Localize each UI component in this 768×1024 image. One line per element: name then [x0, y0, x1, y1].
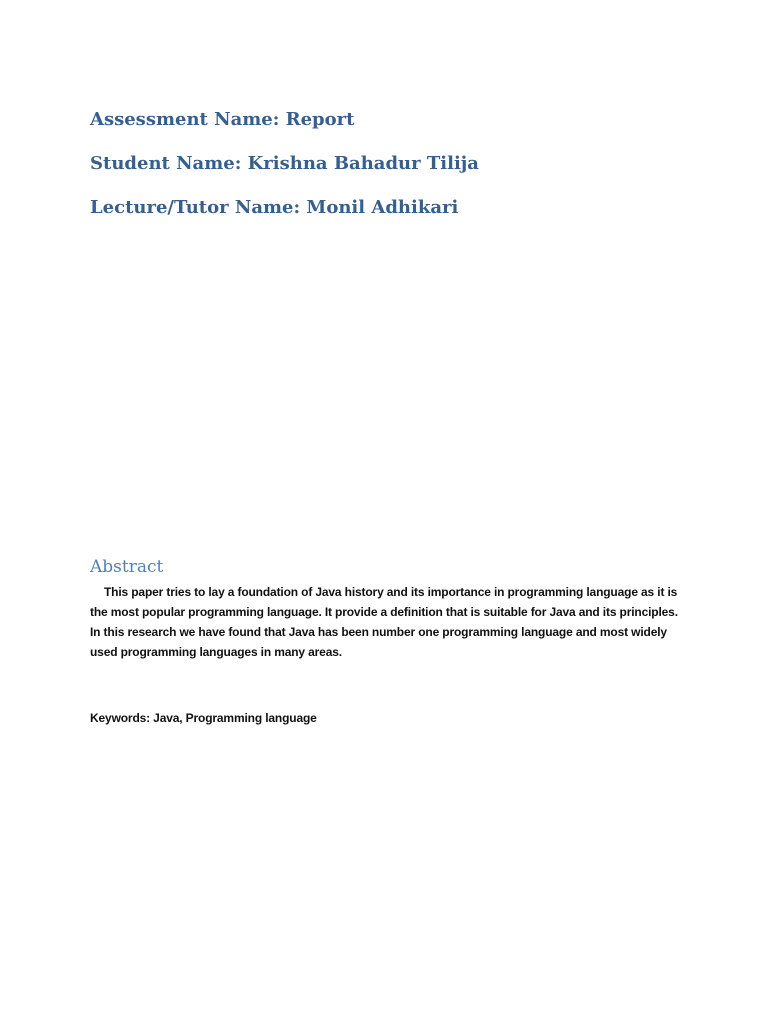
tutor-name-heading: Lecture/Tutor Name: Monil Adhikari: [90, 197, 459, 218]
keywords-line: Keywords: Java, Programming language: [90, 711, 317, 725]
abstract-paragraph: This paper tries to lay a foundation of Java history and its importance in programming language as it is the most popular programming language. It provide a definition that is suitable for Java and its principles. In this research we have found that Java has been number one programming language and most widely used programming languages in many areas.: [90, 585, 678, 659]
assessment-name-heading: Assessment Name: Report: [90, 109, 355, 130]
abstract-title: Abstract: [90, 557, 164, 577]
student-name-heading: Student Name: Krishna Bahadur Tilija: [90, 153, 479, 174]
